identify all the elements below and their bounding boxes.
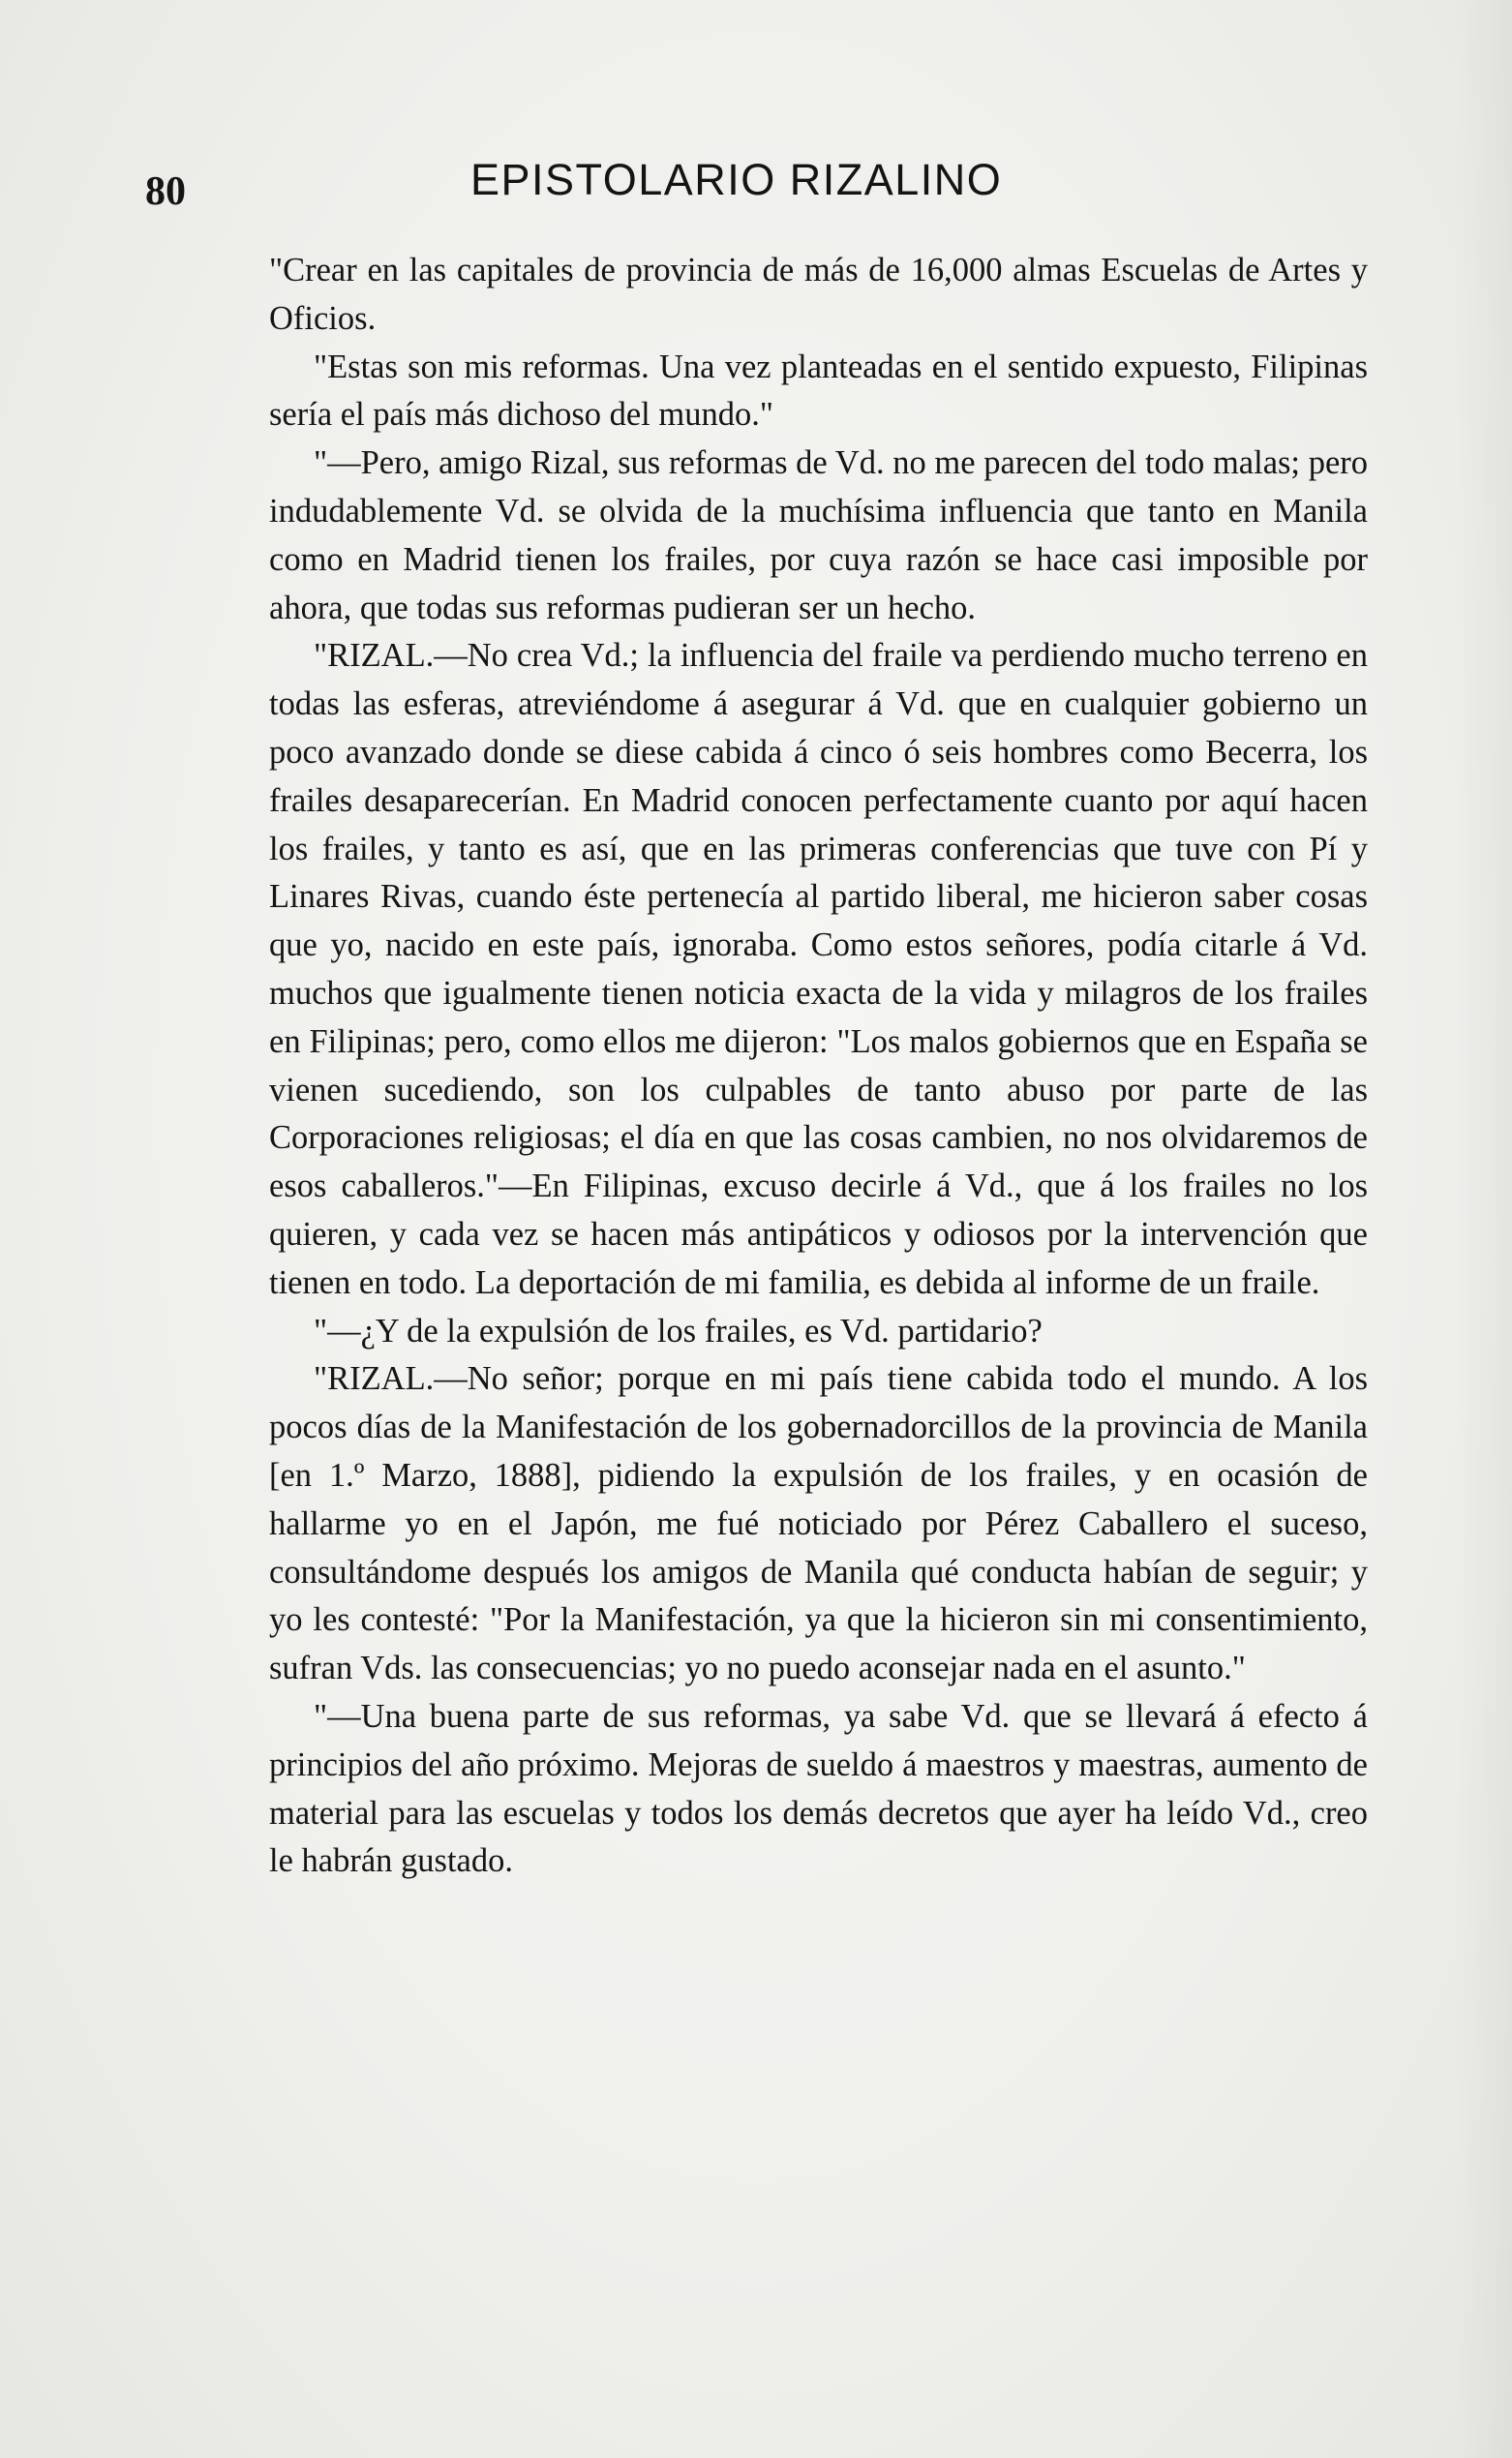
paragraph: "Estas son mis reformas. Una vez planteadas en el sentido expuesto, Filipinas sería el país más dichoso del mundo." — [269, 348, 1368, 434]
running-title: EPISTOLARIO RIZALINO — [470, 155, 1003, 204]
paragraph: "Crear en las capitales de provincia de más de 16,000 almas Escuelas de Artes y Oficios. — [269, 252, 1368, 337]
paragraph: "—Una buena parte de sus reformas, ya sabe Vd. que se llevará á efecto á principios del año próximo. Mejoras de sueldo á maestros y maestras, aumento de material para las escuelas y todos los demás decretos que ayer ha leído Vd., creo le habrán gustado. — [269, 1697, 1368, 1880]
paragraph: "RIZAL.—No crea Vd.; la influencia del fraile va perdiendo mucho terreno en todas las esferas, atreviéndome á asegurar á Vd. que en cualquier gobierno un poco avanzado donde se diese cabida á cinco ó seis hombres como Becerra, los frailes desaparecerían. En Madrid conocen perfectamente cuanto por aquí hacen los frailes, y tanto es así, que en las primeras conferencias que tuve con Pí y Linares Rivas, cuando éste pertenecía al partido liberal, me hicieron saber cosas que yo, nacido en este país, ignoraba. Como estos señores, podía citarle á Vd. muchos que igualmente tienen noticia exacta de la vida y milagros de los frailes en Filipinas; pero, como ellos me dijeron: "Los malos gobiernos que en España se vienen sucediendo, son los culpables de tanto abuso por parte de las Corporaciones religiosas; el día en que las cosas cambien, no nos olvidaremos de esos caballeros."—En Filipinas, excuso decirle á Vd., que á los frailes no los quieren, y cada vez se hacen más antipáticos y odiosos por la intervención que tienen en todo. La deportación de mi familia, es debida al informe de un fraile. — [269, 637, 1368, 1301]
page-number: 80 — [145, 169, 186, 214]
paragraph: "RIZAL.—No señor; porque en mi país tiene cabida todo el mundo. A los pocos días de la Manifestación de los gobernadorcillos de la provincia de Manila [en 1.º Marzo, 1888], pidiendo la expulsión de los frailes, y en ocasión de hallarme yo en el Japón, me fué noticiado por Pérez Caballero el suceso, consultándome después los amigos de Manila qué conducta habían de seguir; y yo les contesté: "Por la Manifestación, ya que la hicieron sin mi consentimiento, sufran Vds. las consecuencias; yo no puedo aconsejar nada en el asunto." — [269, 1360, 1368, 1687]
page-header — [145, 155, 1355, 223]
body-text — [269, 247, 1368, 1886]
page-edge-shadow — [1454, 0, 1512, 2458]
paragraph: "—¿Y de la expulsión de los frailes, es Vd. partidario? — [314, 1312, 1043, 1350]
paragraph: "—Pero, amigo Rizal, sus reformas de Vd. no me parecen del todo malas; pero indudablemente Vd. se olvida de la muchísima influencia que tanto en Manila como en Madrid tienen los frailes, por cuya razón se hace casi imposible por ahora, que todas sus reformas pudieran ser un hecho. — [269, 444, 1368, 626]
